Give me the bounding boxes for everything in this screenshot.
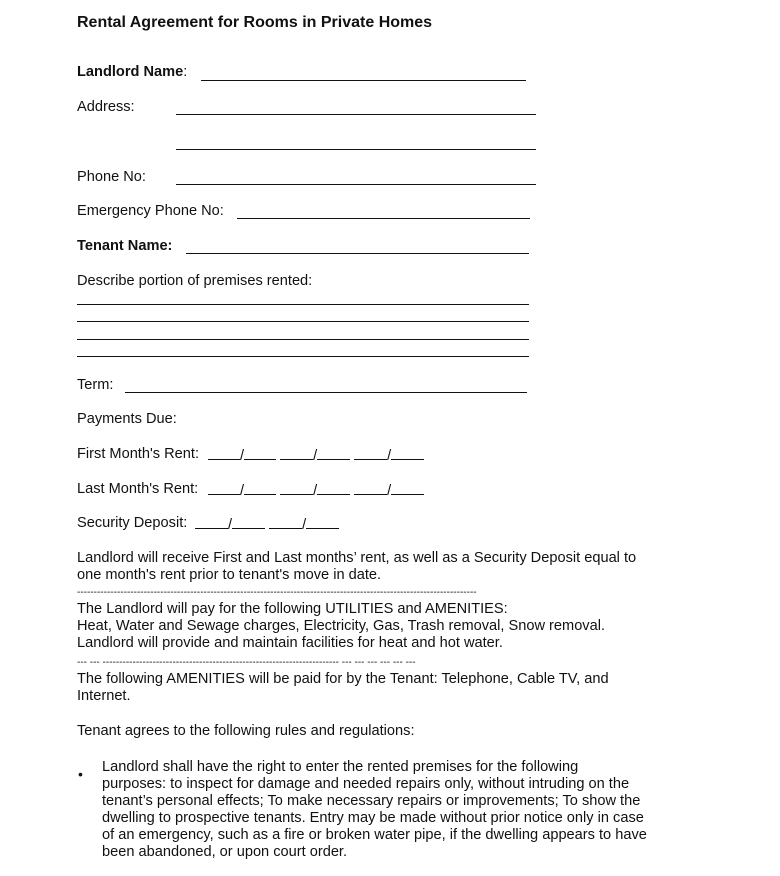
address-label: Address: <box>77 99 135 115</box>
deposit-paragraph: Landlord will receive First and Last months’ rent, as well as a Security Deposit equal to one month's rent prior to tenant's move in date. <box>77 550 637 583</box>
security-deposit-field[interactable]: / / <box>195 515 339 534</box>
tenant-name-label: Tenant Name: <box>77 238 173 254</box>
entry-rule-line: dwelling to prospective tenants. Entry may be made without prior notice only in case <box>102 810 644 826</box>
last-month-rent-date-field[interactable]: / / / <box>208 481 424 500</box>
tenant-name-field[interactable] <box>186 253 529 254</box>
premises-field-line2[interactable] <box>77 321 529 322</box>
phone-label: Phone No: <box>77 169 146 185</box>
address-field-line2[interactable] <box>176 149 536 150</box>
term-field[interactable] <box>125 392 527 393</box>
bullet-marker: • <box>78 766 83 782</box>
term-label: Term: <box>77 377 114 393</box>
phone-field[interactable] <box>176 184 536 185</box>
entry-rule-line: Landlord shall have the right to enter the rented premises for the following <box>102 759 579 775</box>
tenant-amenities-paragraph: The following AMENITIES will be paid for by the Tenant: Telephone, Cable TV, and Internet. <box>77 671 609 704</box>
entry-rule-line: purposes: to inspect for damage and needed repairs only, without intruding on the <box>102 776 630 792</box>
page-title: Rental Agreement for Rooms in Private Homes <box>77 14 433 31</box>
premises-field-line4[interactable] <box>77 356 529 357</box>
entry-rule-line: been abandoned, or upon court order. <box>102 844 348 860</box>
divider-dashed-1: ------------------------------------------------------------------------------------------------------------------------ <box>77 588 477 598</box>
rules-intro: Tenant agrees to the following rules and regulations: <box>77 723 415 739</box>
divider-dashed-2: --- --- ----------------------------------------------------------------------- --- --- --- --- --- --- <box>77 658 416 668</box>
utilities-paragraph: The Landlord will pay for the following UTILITIES and AMENITIES: Heat, Water and Sewage charges, Electricity, Gas, Trash removal, Snow removal. Landlord will provide and maintain facilities for heat and hot water. <box>77 601 606 651</box>
premises-field-line3[interactable] <box>77 339 529 340</box>
payments-due-label: Payments Due: <box>77 411 177 427</box>
emergency-phone-field[interactable] <box>237 218 530 219</box>
security-deposit-label: Security Deposit: <box>77 515 188 531</box>
entry-rule-bullet <box>102 759 647 861</box>
premises-label: Describe portion of premises rented: <box>77 273 313 289</box>
last-month-rent-label: Last Month's Rent: <box>77 481 199 497</box>
entry-rule-line: tenant’s personal effects; To make necessary repairs or improvements; To show the <box>102 793 641 809</box>
premises-field-line1[interactable] <box>77 304 529 305</box>
landlord-name-field[interactable] <box>201 80 526 81</box>
address-field-line1[interactable] <box>176 114 536 115</box>
first-month-rent-label: First Month's Rent: <box>77 446 200 462</box>
entry-rule-line: of an emergency, such as a fire or broken water pipe, if the dwelling appears to have <box>102 827 647 843</box>
landlord-name-label: Landlord Name: <box>77 64 188 80</box>
first-month-rent-date-field[interactable]: / / / <box>208 446 424 465</box>
emergency-phone-label: Emergency Phone No: <box>77 203 224 219</box>
